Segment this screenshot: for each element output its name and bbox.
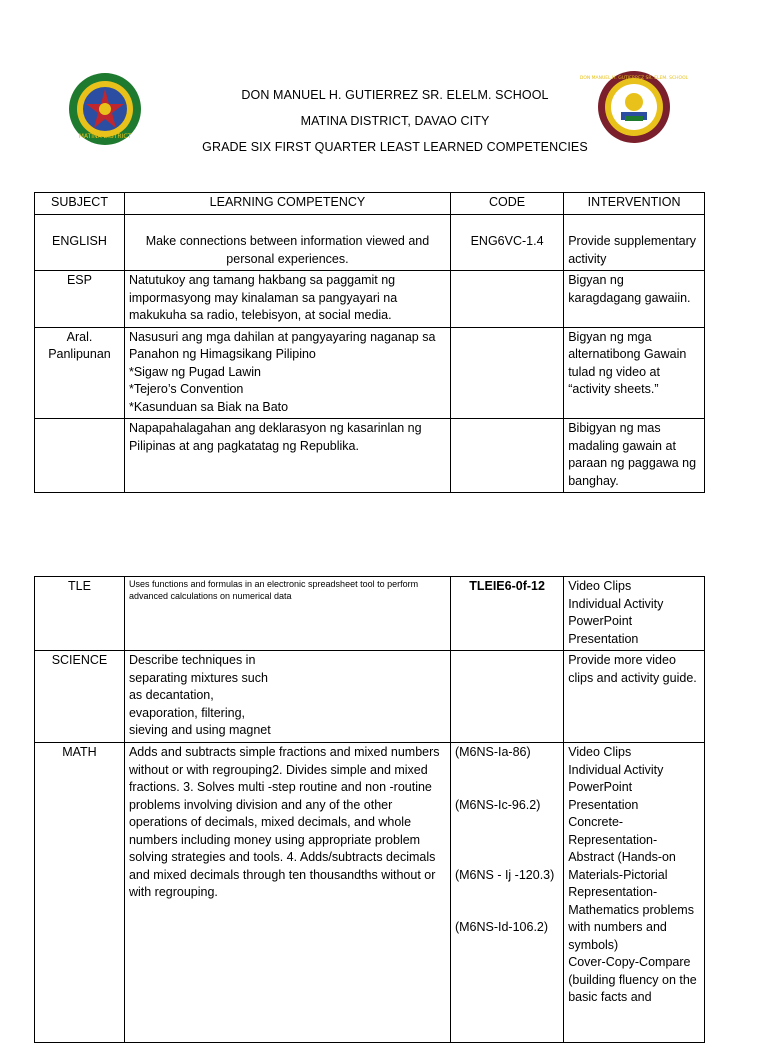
intervention-cell: Video Clips Individual Activity PowerPoint Presentation Concrete-Representation-Abstract (Hands-on Materials-Pictorial Representation-Mathematics problems with numbers and symbols) Cover-Copy-Compare (building fluency on the basic facts and [564, 743, 705, 1043]
intervention-cell: Bigyan ng mga alternatibong Gawain tulad ng video at “activity sheets.” [564, 327, 705, 419]
subject-cell: ENGLISH [35, 215, 125, 271]
intervention-cell: Provide more video clips and activity guide. [564, 651, 705, 743]
district-seal-icon [68, 72, 142, 146]
table-header-row [35, 193, 705, 215]
competency-cell: Adds and subtracts simple fractions and mixed numbers without or with regrouping2. Divides simple and mixed fractions. 3. Solves multi -step routine and non -routine problems involving division and any of the other operations of decimals, mixed decimals, and whole numbers including money using appropriate problem solving strategies and tools. 4. Adds/subtracts decimals and mixed decimals through ten thousandths without or with regrouping. [124, 743, 450, 1043]
subject-cell: ESP [35, 271, 125, 328]
code-cell: TLEIE6-0f-12 [450, 577, 563, 651]
district-seal-left [68, 72, 142, 146]
table-row [35, 743, 705, 1043]
competency-cell: Natutukoy ang tamang hakbang sa paggamit ng impormasyong may kinalaman sa pangyayari na makukuha sa radio, telebisyon, at social media. [124, 271, 450, 328]
header-code: CODE [450, 193, 563, 215]
competency-cell: Uses functions and formulas in an electronic spreadsheet tool to perform advanced calculations on numerical data [124, 577, 450, 651]
subject-cell [35, 419, 125, 493]
school-seal-icon [579, 70, 689, 144]
intervention-cell: Bigyan ng karagdagang gawaiin. [564, 271, 705, 328]
header-intervention: INTERVENTION [564, 193, 705, 215]
table-row [35, 577, 705, 651]
code-cell: (M6NS-Ia-86) (M6NS-Ic-96.2) (M6NS - Ij -120.3) (M6NS-Id-106.2) [450, 743, 563, 1043]
table-row [35, 419, 705, 493]
subject-cell: Aral. Panlipunan [35, 327, 125, 419]
table-row [35, 215, 705, 271]
subject-cell: MATH [35, 743, 125, 1043]
intervention-cell: Provide supplementary activity [564, 215, 705, 271]
code-cell [450, 419, 563, 493]
document-title: GRADE SIX FIRST QUARTER LEAST LEARNED COMPETENCIES [202, 140, 588, 154]
table-row [35, 327, 705, 419]
competency-table-2 [34, 576, 705, 1043]
competency-table-1 [34, 192, 705, 493]
subject-cell: SCIENCE [35, 651, 125, 743]
table-row [35, 271, 705, 328]
subject-cell: TLE [35, 577, 125, 651]
seal-left-text: MATINA DISTRICT [78, 133, 132, 140]
code-cell [450, 327, 563, 419]
district-name: MATINA DISTRICT, DAVAO CITY [300, 114, 490, 128]
seal-right-text: DON MANUEL H. GUTIERREZ SR. ELEM. SCHOOL [579, 76, 689, 81]
intervention-cell: Bibigyan ng mas madaling gawain at paraan ng paggawa ng banghay. [564, 419, 705, 493]
competency-cell: Nasusuri ang mga dahilan at pangyayaring naganap sa Panahon ng Himagsikang Pilipino *Sigaw ng Pugad Lawin *Tejero’s Convention *Kasunduan sa Biak na Bato [124, 327, 450, 419]
header-competency: LEARNING COMPETENCY [124, 193, 450, 215]
school-name: DON MANUEL H. GUTIERREZ SR. ELELM. SCHOOL [241, 88, 549, 102]
school-seal-right [579, 70, 689, 144]
code-cell [450, 651, 563, 743]
competency-cell: Make connections between information viewed and personal experiences. [124, 215, 450, 271]
header-subject: SUBJECT [35, 193, 125, 215]
table-row [35, 651, 705, 743]
competency-cell: Describe techniques in separating mixtures such as decantation, evaporation, filtering, sieving and using magnet [124, 651, 450, 743]
intervention-cell: Video Clips Individual Activity PowerPoint Presentation [564, 577, 705, 651]
code-cell [450, 271, 563, 328]
code-cell: ENG6VC-1.4 [450, 215, 563, 271]
competency-cell: Napapahalagahan ang deklarasyon ng kasarinlan ng Pilipinas at ang pagkatatag ng Republika. [124, 419, 450, 493]
